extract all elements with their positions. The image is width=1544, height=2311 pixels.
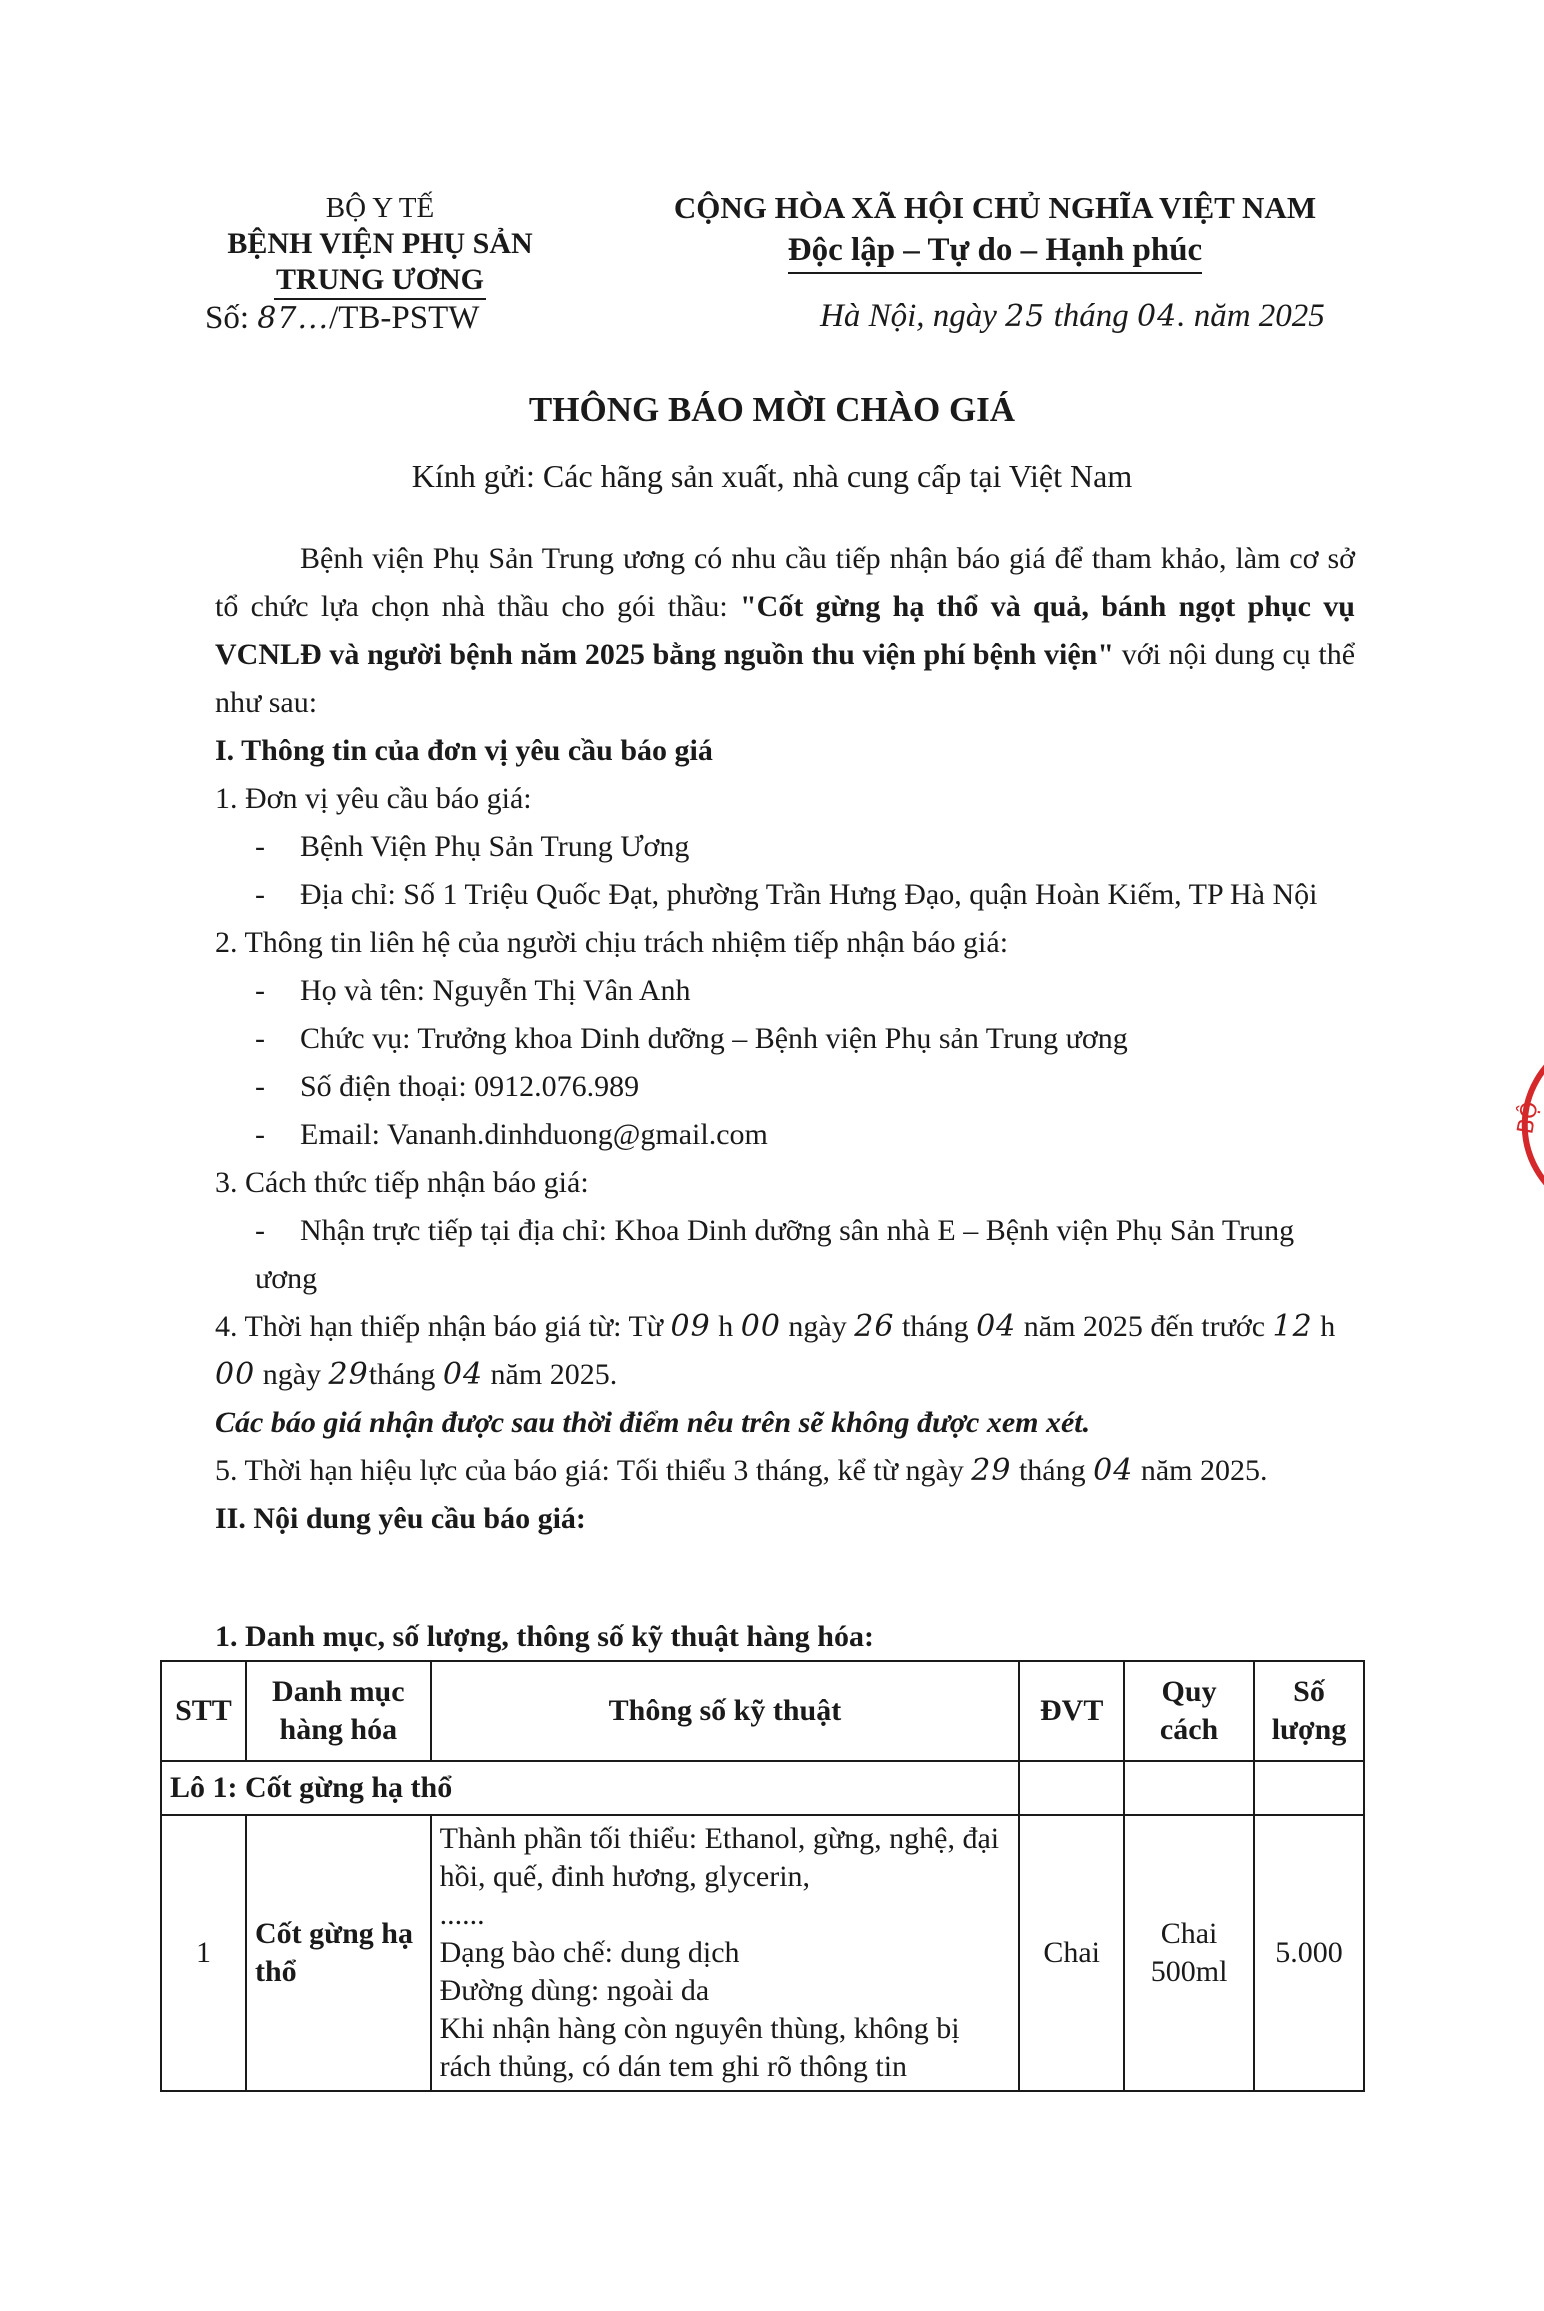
contact-position: - Chức vụ: Trưởng khoa Dinh dưỡng – Bệnh viện Phụ sản Trung ương — [255, 1022, 1128, 1055]
ministry-name: BỘ Y TẾ — [325, 192, 435, 224]
table-row — [161, 1815, 1364, 2091]
item-3: 3. Cách thức tiếp nhận báo giá: — [215, 1166, 589, 1199]
table-title: 1. Danh mục, số lượng, thông số kỹ thuật hàng hóa: — [215, 1620, 874, 1653]
national-header — [650, 188, 1340, 274]
date-day: 25 — [1005, 299, 1046, 334]
lot-label: Lô 1: Cốt gừng hạ thổ — [161, 1761, 1019, 1815]
recipient-line: Kính gửi: Các hãng sản xuất, nhà cung cấp tại Việt Nam — [411, 458, 1133, 494]
hospital-name-line2: TRUNG ƯƠNG — [274, 262, 486, 300]
row-item: Cốt gừng hạ thổ — [246, 1815, 431, 2091]
unit-address: - Địa chỉ: Số 1 Triệu Quốc Đạt, phường Trần Hưng Đạo, quận Hoàn Kiếm, TP Hà Nội — [255, 878, 1318, 911]
header-spec: Thông số kỹ thuật — [431, 1661, 1020, 1761]
contact-name: - Họ và tên: Nguyễn Thị Vân Anh — [255, 974, 691, 1007]
contact-email: - Email: Vananh.dinhduong@gmail.com — [255, 1118, 768, 1151]
late-submission-note: Các báo giá nhận được sau thời điểm nêu trên sẽ không được xem xét. — [215, 1406, 1091, 1439]
lot-row — [161, 1761, 1364, 1815]
document-body — [215, 535, 1355, 1543]
item-4-deadline: 4. Thời hạn thiếp nhận báo giá từ: Từ 09 h 00 ngày 26 tháng 04 năm 2025 đến trước 12 h 00 ngày 29tháng 04 năm 2025. — [215, 1309, 1336, 1392]
row-spec: Thành phần tối thiểu: Ethanol, gừng, nghệ, đại hồi, quế, đinh hương, glycerin, ...... Dạng bào chế: dung dịch Đường dùng: ngoài da Khi nhận hàng còn nguyên thùng, không bị rách thủng, có dán tem ghi rõ thông tin — [431, 1815, 1020, 2091]
contact-phone: - Số điện thoại: 0912.076.989 — [255, 1070, 640, 1103]
intro-paragraph: Bệnh viện Phụ Sản Trung ương có nhu cầu tiếp nhận báo giá để tham khảo, làm cơ sở tổ chức lựa chọn nhà thầu cho gói thầu: "Cốt gừng hạ thổ và quả, bánh ngọt phục vụ VCNLĐ và người bệnh năm 2025 bằng nguồn thu viện phí bệnh viện" với nội dung cụ thể như sau: — [215, 542, 1356, 719]
table-header-row — [161, 1661, 1364, 1761]
document-number: Số: 87.../TB-PSTW — [205, 300, 480, 336]
item-1: 1. Đơn vị yêu cầu báo giá: — [215, 782, 532, 815]
row-qty: 5.000 — [1254, 1815, 1364, 2091]
hospital-name-line1: BỆNH VIỆN PHỤ SẢN — [227, 227, 533, 260]
package-name: "Cốt gừng hạ thổ và quả, bánh ngọt phục vụ VCNLĐ và người bệnh năm 2025 bằng nguồn thu viện phí bệnh viện" — [215, 590, 1355, 671]
header-stt: STT — [161, 1661, 246, 1761]
header-unit: ĐVT — [1019, 1661, 1124, 1761]
svg-text:BỘ: BỘ — [1513, 1099, 1544, 1137]
handwritten-number: 87... — [257, 301, 330, 336]
header-qty: Số lượng — [1254, 1661, 1364, 1761]
receive-method: - Nhận trực tiếp tại địa chỉ: Khoa Dinh dưỡng sân nhà E – Bệnh viện Phụ Sản Trung ương — [255, 1214, 1295, 1295]
issue-date: Hà Nội, ngày 25 tháng 04. năm 2025 — [820, 298, 1325, 334]
header-item: Danh mục hàng hóa — [246, 1661, 431, 1761]
date-month: 04 — [1137, 299, 1178, 334]
row-unit: Chai — [1019, 1815, 1124, 2091]
item-5-validity: 5. Thời hạn hiệu lực của báo giá: Tối thiểu 3 tháng, kể từ ngày 29 tháng 04 năm 2025. — [215, 1453, 1268, 1488]
unit-name: - Bệnh Viện Phụ Sản Trung Ương — [255, 830, 690, 863]
row-pack: Chai 500ml — [1124, 1815, 1254, 2091]
document-title: THÔNG BÁO MỜI CHÀO GIÁ — [528, 390, 1016, 429]
seal-stamp-fragment — [1470, 1040, 1544, 1210]
issuer-block — [190, 190, 570, 300]
row-stt: 1 — [161, 1815, 246, 2091]
goods-table — [160, 1660, 1365, 2092]
country-name: CỘNG HÒA XÃ HỘI CHỦ NGHĨA VIỆT NAM — [673, 190, 1317, 225]
header-pack: Quy cách — [1124, 1661, 1254, 1761]
national-motto: Độc lập – Tự do – Hạnh phúc — [788, 228, 1202, 274]
item-2: 2. Thông tin liên hệ của người chịu trách nhiệm tiếp nhận báo giá: — [215, 926, 1009, 959]
section-2-heading: II. Nội dung yêu cầu báo giá: — [215, 1502, 586, 1535]
section-1-heading: I. Thông tin của đơn vị yêu cầu báo giá — [215, 734, 713, 767]
